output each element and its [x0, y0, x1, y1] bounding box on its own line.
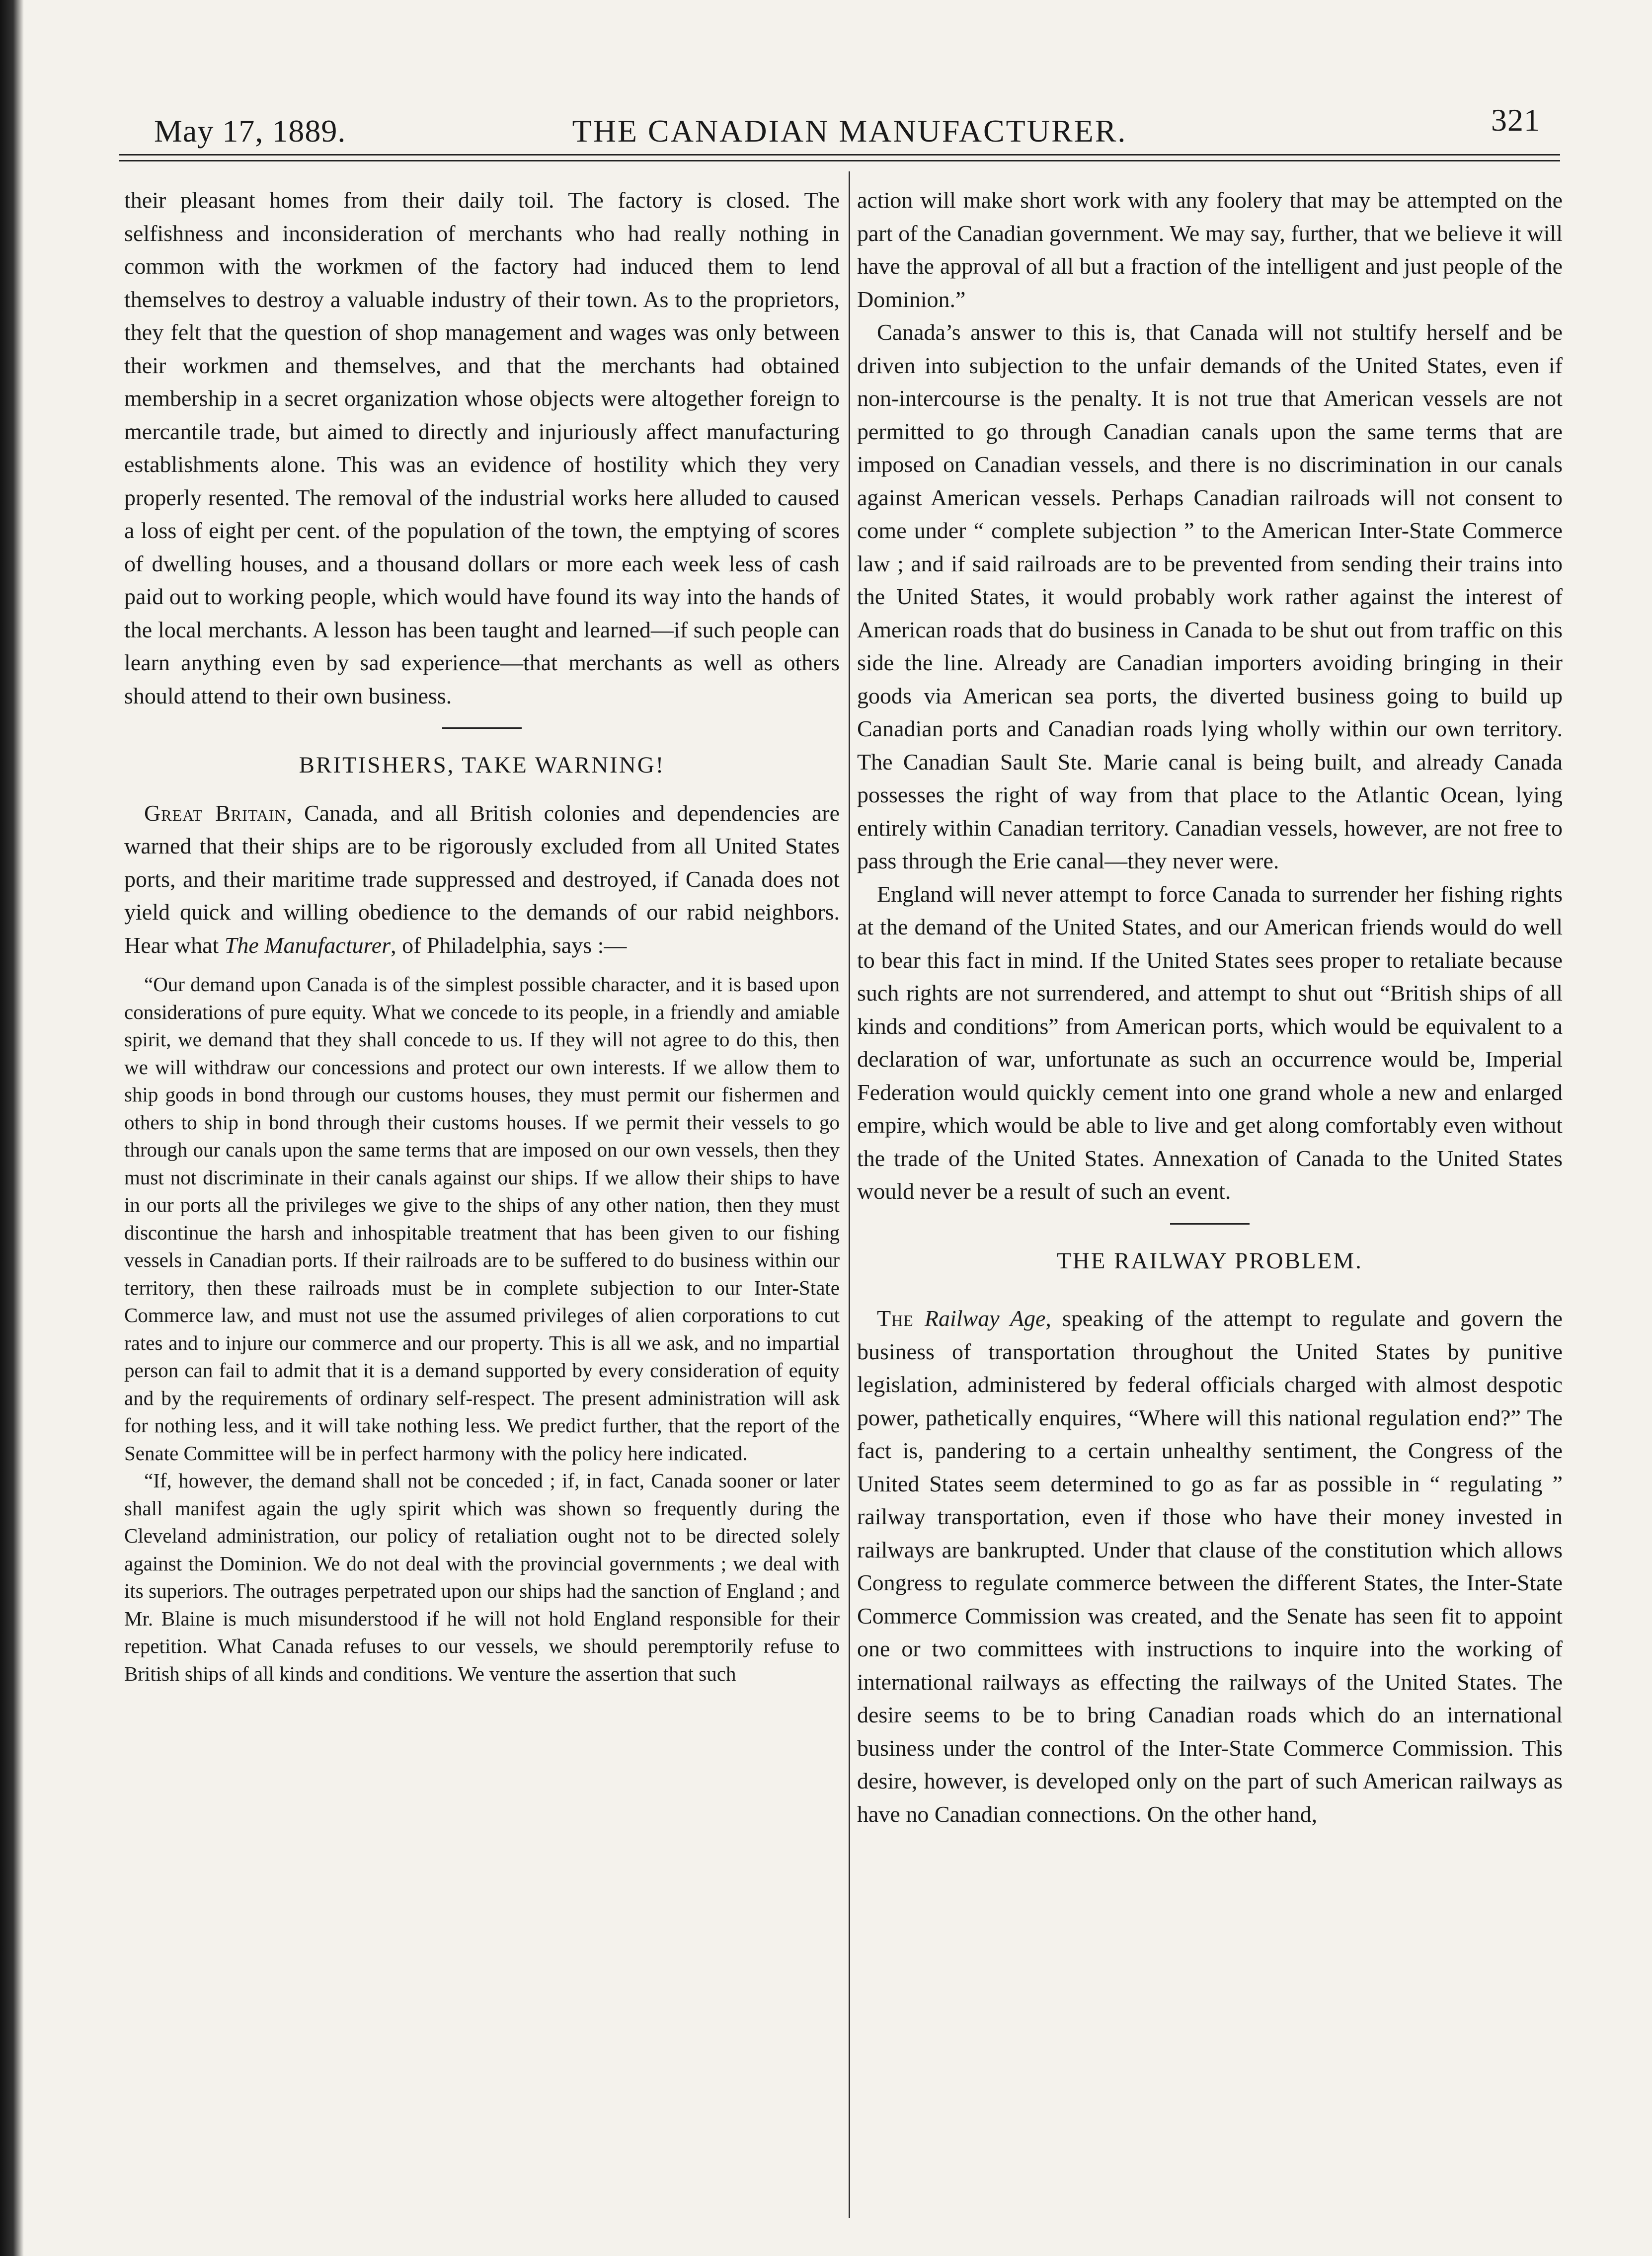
canada-answer-paragraph: Canada’s answer to this is, that Canada will not stultify herself and be driven into subjection to the unfair demands of the United States, even if non-intercourse is the penalty. It is not true that American vessels are not permitted to go through Canadian canals upon the same terms that are imposed on Canadian vessels, and there is no discrimination in our canals against American vessels. Perhaps Canadian railroads will not consent to come under “ complete subjection ” to the American Inter-State Commerce law ; and if said railroads are to be prevented from sending their trains into the United States, it would probably work rather against the interest of American roads that do business in Canada to be shut out from traffic on this side the line. Already are Canadian importers avoiding bringing in their goods via American sea ports, the diverted business going to build up Canadian ports and Canadian roads lying wholly within our own territory. The Canadian Sault Ste. Marie canal is being built, and already Canada possesses the right of way from that place to the Atlantic Ocean, lying entirely within Canadian territory. Canadian vessels, however, are not free to pass through the Erie canal—they never were. [857, 319, 1563, 873]
intro-publication-name: The Manufacturer [224, 932, 391, 958]
england-paragraph: England will never attempt to force Canada to surrender her fishing rights at the demand of the United States, and our American friends would do well to bear this fact in mind. If the United States sees proper to retaliate because such rights are not surrendered, and attempt to shut out “British ships of all kinds and conditions” from American ports, which would be equivalent to a declaration of war, unfortunate as such an occurrence would be, Imperial Federation would quickly cement into one grand whole a new and enlarged empire, which would be able to live and get along comfortably even without the trade of the United States. Annexation of Canada to the United States would never be a result of such an event. [857, 881, 1563, 1204]
right-column [857, 184, 1563, 1831]
section-separator [442, 727, 522, 729]
article-heading-britishers: BRITISHERS, TAKE WARNING! [299, 752, 665, 778]
left-column [124, 184, 840, 1688]
header-rule-bottom [119, 160, 1560, 161]
railway-text: , speaking of the attempt to regulate and govern the business of transportation throughout the United States by punitive legislation, administered by federal officials charged with almost despotic power, pathetically enquires, “Where will this national regulation end?” The fact is, pandering to a certain unhealthy sentiment, the Congress of the United States seem determined to go as far as possible in “ regulating ” railway transportation, even if those who have their money invested in railways are bankrupted. Under that clause of the constitution which allows Congress to regulate commerce between the different States, the Inter-State Commerce Commission was created, and the Senate has seen fit to appoint one or two committees with instructions to inquire into the working of international railways as effecting the railways of the United States. The desire seems to be to bring Canadian roads which do an international business under the control of the Inter-State Commerce Commission. This desire, however, is developed only on the part of such American railways as have no Canadian connections. On the other hand, [857, 1306, 1563, 1827]
quote-continuation: action will make short work with any foolery that may be attempted on the part of the Canadian government. We may say, further, that we believe it will have the approval of all but a fraction of the intelligent and just people of the Dominion.” [857, 187, 1563, 312]
publication-title: THE CANADIAN MANUFACTURER. [572, 113, 1127, 149]
page-number: 321 [1491, 102, 1540, 138]
article-heading-railway: THE RAILWAY PROBLEM. [1057, 1247, 1363, 1274]
quoted-passage [124, 971, 840, 1688]
quote-paragraph-2: “If, however, the demand shall not be conceded ; if, in fact, Canada sooner or later shall manifest again the ugly spirit which was shown so frequently during the Cleveland administration, our policy of retaliation ought not to be directed solely against the Dominion. We do not deal with the provincial governments ; we deal with its superiors. The outrages perpetrated upon our ships had the sanction of England ; and Mr. Blaine is much misunderstood if he will not hold England responsible for their repetition. What Canada refuses to our vessels, we should peremptorily refuse to British ships of all kinds and conditions. We venture the assertion that such [124, 1469, 840, 1685]
article-continuation-text: their pleasant homes from their daily toil. The factory is closed. The selfishness and inconsideration of merchants who had really nothing in common with the workmen of the factory had induced them to lend themselves to destroy a valuable industry of their town. As to the proprietors, they felt that the question of shop management and wages was only between their workmen and themselves, and that the merchants had obtained membership in a secret organization whose objects were altogether foreign to mercantile trade, but aimed to directly and injuriously affect manufacturing establishments alone. This was an evidence of hostility which they very properly resented. The removal of the industrial works here alluded to caused a loss of eight per cent. of the population of the town, the emptying of scores of dwelling houses, and a thousand dollars or more each week less of cash paid out to working people, which would have found its way into the hands of the local merchants. A lesson has been taught and learned—if such people can learn anything even by sad experience—that merchants as well as others should attend to their own business. [124, 187, 840, 708]
header-rule-top [119, 154, 1560, 156]
issue-date: May 17, 1889. [154, 113, 346, 149]
intro-text: , Canada, and all British colonies and dependencies are warned that their ships are to be rigorously excluded from all United States ports, and their maritime trade suppressed and destroyed, if Canada does not yield quick and willing obedience to the demands of our rabid neighbors. Hear what [124, 800, 840, 958]
page-binding-edge [0, 0, 24, 2256]
intro-lead-words: Great Britain [144, 800, 287, 826]
intro-end: , of Philadelphia, says :— [391, 932, 627, 958]
column-divider [849, 171, 850, 2218]
section-separator [1170, 1223, 1250, 1225]
quote-paragraph-1: “Our demand upon Canada is of the simplest possible character, and it is based upon considerations of pure equity. What we concede to its people, in a friendly and amiable spirit, we demand that they shall concede to us. If they will not agree to do this, then we will withdraw our concessions and protect our own interests. If we allow them to ship goods in bond through our customs houses, they must permit our fishermen and others to ship in bond through their customs houses. If we permit their vessels to go through our canals upon the same terms that are imposed on our own vessels, then they must not discriminate in their canals against our ships. If we allow their ships to have in our ports all the privileges we give to the ships of any other nation, then they must discontinue the harsh and inhospitable treatment that has been given to our fishing vessels in Canadian ports. If their railroads are to be suffered to do business within our territory, then these railroads must be in complete subjection to our Inter-State Commerce law, and must not use the assumed privileges of alien corporations to cut rates and to injure our commerce and our property. This is all we ask, and no impartial person can fail to admit that it is a demand supported by every consideration of equity and by the requirements of ordinary self-respect. The present administration will ask for nothing less, and it will take nothing less. We predict further, that the report of the Senate Committee will be in perfect harmony with the policy here indicated. [124, 973, 840, 1465]
article-intro-paragraph [124, 797, 840, 962]
page-header [149, 102, 1550, 147]
railway-lead-word: The [877, 1306, 914, 1331]
railway-publication-name: Railway Age [924, 1306, 1046, 1331]
railway-paragraph [857, 1302, 1563, 1831]
